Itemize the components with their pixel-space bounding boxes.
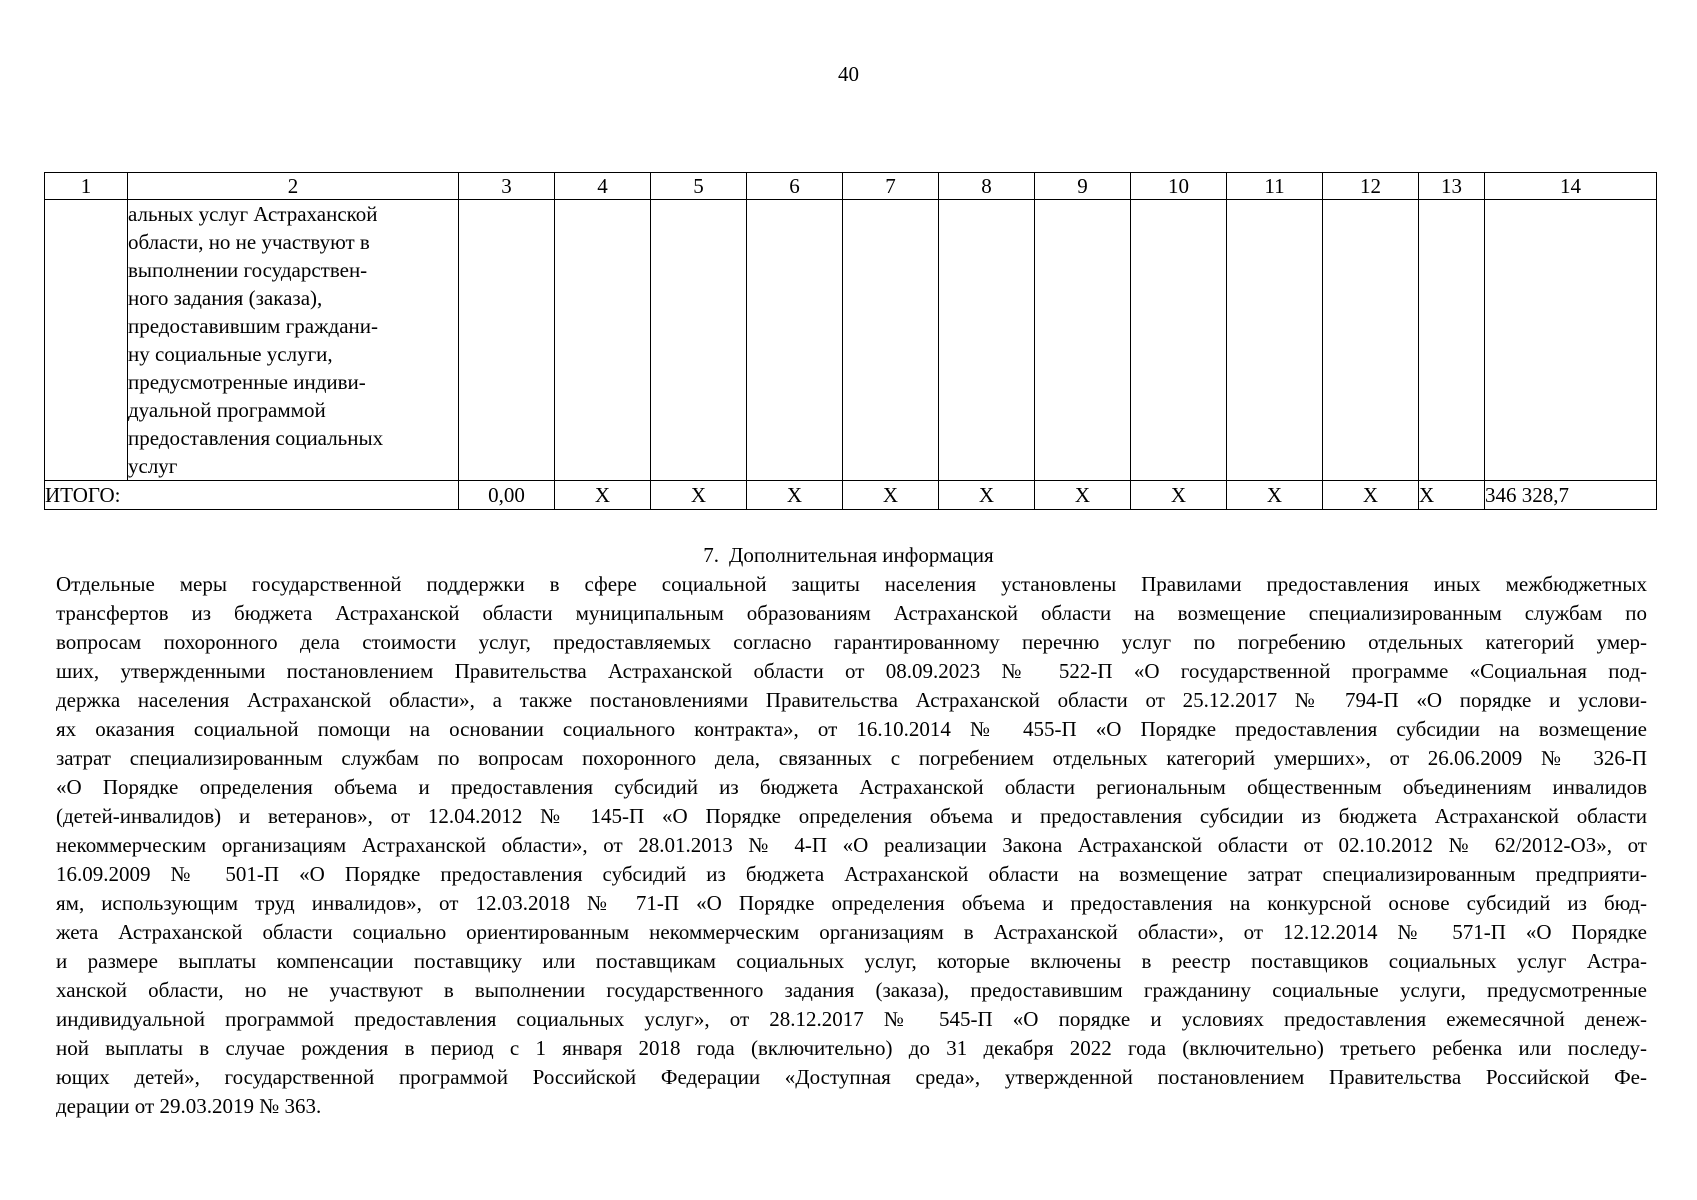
total-cell: X: [1131, 481, 1227, 510]
paragraph-line: «О Порядке определения объема и предоставления субсидий из бюджета Астраханской области региональным общественным объединениям инвалидов: [56, 775, 1647, 799]
total-row: [45, 481, 1657, 510]
paragraph-line: затрат специализированным службам по вопросам похоронного дела, связанных с погребением отдельных категорий умерших», от 26.06.2009 № 326-П: [56, 746, 1647, 770]
column-header: 14: [1485, 173, 1657, 200]
paragraph-line: ях оказания социальной помощи на основании социального контракта», от 16.10.2014 № 455-П «О Порядке предоставления субсидии на возмещение: [56, 717, 1647, 741]
column-header: 1: [45, 173, 128, 200]
paragraph-line: ям, использующим труд инвалидов», от 12.03.2018 № 71-П «О Порядке определения объема и предоставления на конкурсной основе субсидий из бюд-: [56, 891, 1647, 915]
column-header: 2: [128, 173, 459, 200]
table-cell: [1485, 200, 1657, 481]
column-header: 6: [747, 173, 843, 200]
paragraph-line: жета Астраханской области социально ориентированным некоммерческим организациям в Астраханской области», от 12.12.2014 № 571-П «О Порядке: [56, 920, 1647, 944]
paragraph-line: некоммерческим организациям Астраханской области», от 28.01.2013 № 4-П «О реализации Закона Астраханской области от 02.10.2012 № 62/2012-ОЗ», от: [56, 833, 1647, 857]
row-description-line: предоставившим граждани-: [128, 314, 379, 338]
table-cell: [1419, 200, 1485, 481]
row-description-line: предоставления социальных: [128, 426, 384, 450]
column-header: 12: [1323, 173, 1419, 200]
total-label: ИТОГО:: [45, 481, 459, 510]
paragraph-line: 16.09.2009 № 501-П «О Порядке предоставления субсидий из бюджета Астраханской области на возмещение затрат специализированным предприяти-: [56, 862, 1647, 886]
section-number: 7.: [703, 543, 720, 567]
paragraph-line: ющих детей», государственной программой Российской Федерации «Доступная среда», утвержденной постановлением Правительства Российской Фе-: [56, 1065, 1647, 1089]
paragraph-line: и размере выплаты компенсации поставщику или поставщикам социальных услуг, которые включены в реестр поставщиков социальных услуг Астра-: [56, 949, 1647, 973]
column-header: 13: [1419, 173, 1485, 200]
total-cell: X: [555, 481, 651, 510]
column-header: 9: [1035, 173, 1131, 200]
total-cell: X: [651, 481, 747, 510]
row-description-line: предусмотренные индиви-: [128, 370, 366, 394]
total-cell: X: [1419, 481, 1485, 510]
table-row: [45, 200, 1657, 481]
table-cell: [1131, 200, 1227, 481]
row-description-line: альных услуг Астраханской: [128, 202, 378, 226]
column-header: 10: [1131, 173, 1227, 200]
table-cell: [939, 200, 1035, 481]
row-description-line: области, но не участвуют в: [128, 230, 370, 254]
row-description-line: услуг: [128, 454, 178, 478]
section-title: Дополнительная информация: [729, 543, 994, 567]
paragraph-line: ной выплаты в случае рождения в период с 1 января 2018 года (включительно) до 31 декабря 2022 года (включительно) третьего ребенка или последу-: [56, 1036, 1647, 1060]
table-cell: [651, 200, 747, 481]
table-cell: [1323, 200, 1419, 481]
paragraph-line: дерации от 29.03.2019 № 363.: [56, 1094, 322, 1118]
column-header: 4: [555, 173, 651, 200]
paragraph-line: индивидуальной программой предоставления социальных услуг», от 28.12.2017 № 545-П «О порядке и условиях предоставления ежемесячной денеж-: [56, 1007, 1647, 1031]
table-header-row: [45, 173, 1657, 200]
row-description-line: ного задания (заказа),: [128, 286, 323, 310]
paragraph-line: (детей-инвалидов) и ветеранов», от 12.04.2012 № 145-П «О Порядке определения объема и предоставления субсидии из бюджета Астраханской области: [56, 804, 1647, 828]
table-cell: [1227, 200, 1323, 481]
paragraph-line: трансфертов из бюджета Астраханской области муниципальным образованиям Астраханской области на возмещение специализированным службам по: [56, 601, 1647, 625]
column-header: 7: [843, 173, 939, 200]
column-header: 5: [651, 173, 747, 200]
table-cell: [555, 200, 651, 481]
row-description-line: выполнении государствен-: [128, 258, 368, 282]
page-number: 40: [838, 62, 859, 86]
total-cell: X: [747, 481, 843, 510]
paragraph-line: ших, утвержденными постановлением Правительства Астраханской области от 08.09.2023 № 522-П «О государственной программе «Социальная под-: [56, 659, 1647, 683]
data-table: [44, 172, 1657, 510]
paragraph-line: вопросам похоронного дела стоимости услуг, предоставляемых согласно гарантированному перечню услуг по погребению отдельных категорий умер-: [56, 630, 1647, 654]
table-cell: [45, 200, 128, 481]
total-cell: X: [1035, 481, 1131, 510]
column-header: 11: [1227, 173, 1323, 200]
table-cell: [747, 200, 843, 481]
section-paragraph: [56, 570, 1647, 1121]
row-description: [128, 200, 459, 481]
total-cell: X: [1227, 481, 1323, 510]
total-cell: X: [1323, 481, 1419, 510]
table-cell: [1035, 200, 1131, 481]
paragraph-line: Отдельные меры государственной поддержки в сфере социальной защиты населения установлены Правилами предоставления иных межбюджетных: [56, 572, 1647, 596]
column-header: 8: [939, 173, 1035, 200]
section-heading: [0, 541, 1697, 569]
row-description-line: ну социальные услуги,: [128, 342, 333, 366]
total-cell: X: [939, 481, 1035, 510]
total-cell: 346 328,7: [1485, 481, 1657, 510]
paragraph-line: держка населения Астраханской области», а также постановлениями Правительства Астраханской области от 25.12.2017 № 794-П «О порядке и услови-: [56, 688, 1647, 712]
total-cell: 0,00: [459, 481, 555, 510]
table-cell: [843, 200, 939, 481]
table-cell: [459, 200, 555, 481]
column-header: 3: [459, 173, 555, 200]
row-description-line: дуальной программой: [128, 398, 326, 422]
total-cell: X: [843, 481, 939, 510]
paragraph-line: ханской области, но не участвуют в выполнении государственного задания (заказа), предоставившим гражданину социальные услуги, предусмотренные: [56, 978, 1647, 1002]
